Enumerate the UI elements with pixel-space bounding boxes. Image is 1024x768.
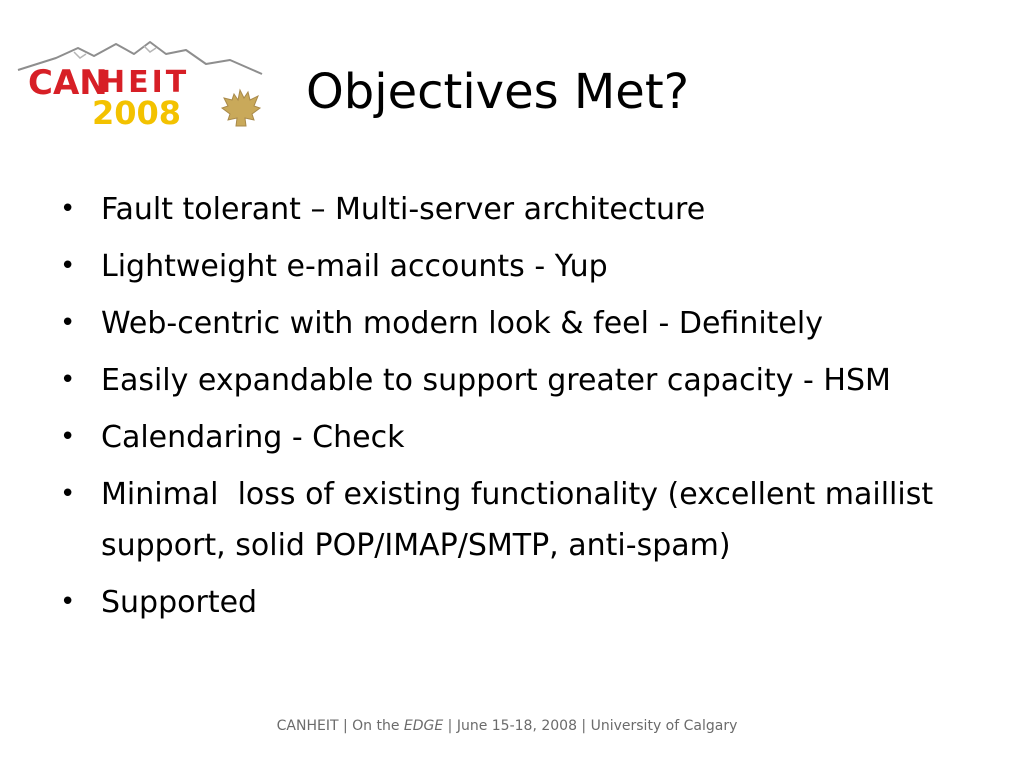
- bullet-item: [56, 241, 976, 292]
- bullet-text: Web-centric with modern look & feel - Definitely: [101, 306, 823, 341]
- bullet-icon: •: [60, 587, 76, 617]
- bullet-item: [56, 412, 976, 463]
- bullet-icon: •: [60, 308, 76, 338]
- bullet-text: Lightweight e-mail accounts - Yup: [101, 249, 608, 284]
- bullet-icon: •: [60, 194, 76, 224]
- slide-title: Objectives Met?: [306, 64, 690, 120]
- canheit-2008-logo: [16, 34, 274, 130]
- bullet-text: Fault tolerant – Multi-server architecture: [101, 192, 706, 227]
- logo-graphic: [16, 34, 274, 130]
- bullet-icon: •: [60, 422, 76, 452]
- bullet-list: [56, 184, 976, 634]
- slide-footer: [0, 715, 1014, 737]
- bullet-item: [56, 298, 976, 349]
- logo-word-can: CAN: [28, 63, 108, 103]
- bullet-item: [56, 577, 976, 628]
- footer-conference: CANHEIT | On the: [276, 718, 404, 734]
- logo-word-heit: HEIT: [100, 65, 190, 100]
- bullet-text: Easily expandable to support greater capacity - HSM: [101, 363, 891, 398]
- bullet-icon: •: [60, 479, 76, 509]
- bullet-text: Supported: [101, 585, 258, 620]
- footer-date-location: | June 15-18, 2008 | University of Calgary: [443, 718, 738, 734]
- bullet-item: [56, 355, 976, 406]
- bullet-text: Minimal loss of existing functionality (excellent maillist support, solid POP/IMAP/SMTP, anti-spam): [101, 477, 943, 563]
- maple-leaf-icon: [222, 90, 260, 126]
- bullet-text: Calendaring - Check: [101, 420, 405, 455]
- logo-year: 2008: [92, 94, 182, 130]
- bullet-item: [56, 184, 976, 235]
- footer-edge: EDGE: [403, 718, 444, 734]
- bullet-icon: •: [60, 251, 76, 281]
- bullet-item: [56, 469, 976, 571]
- bullet-icon: •: [60, 365, 76, 395]
